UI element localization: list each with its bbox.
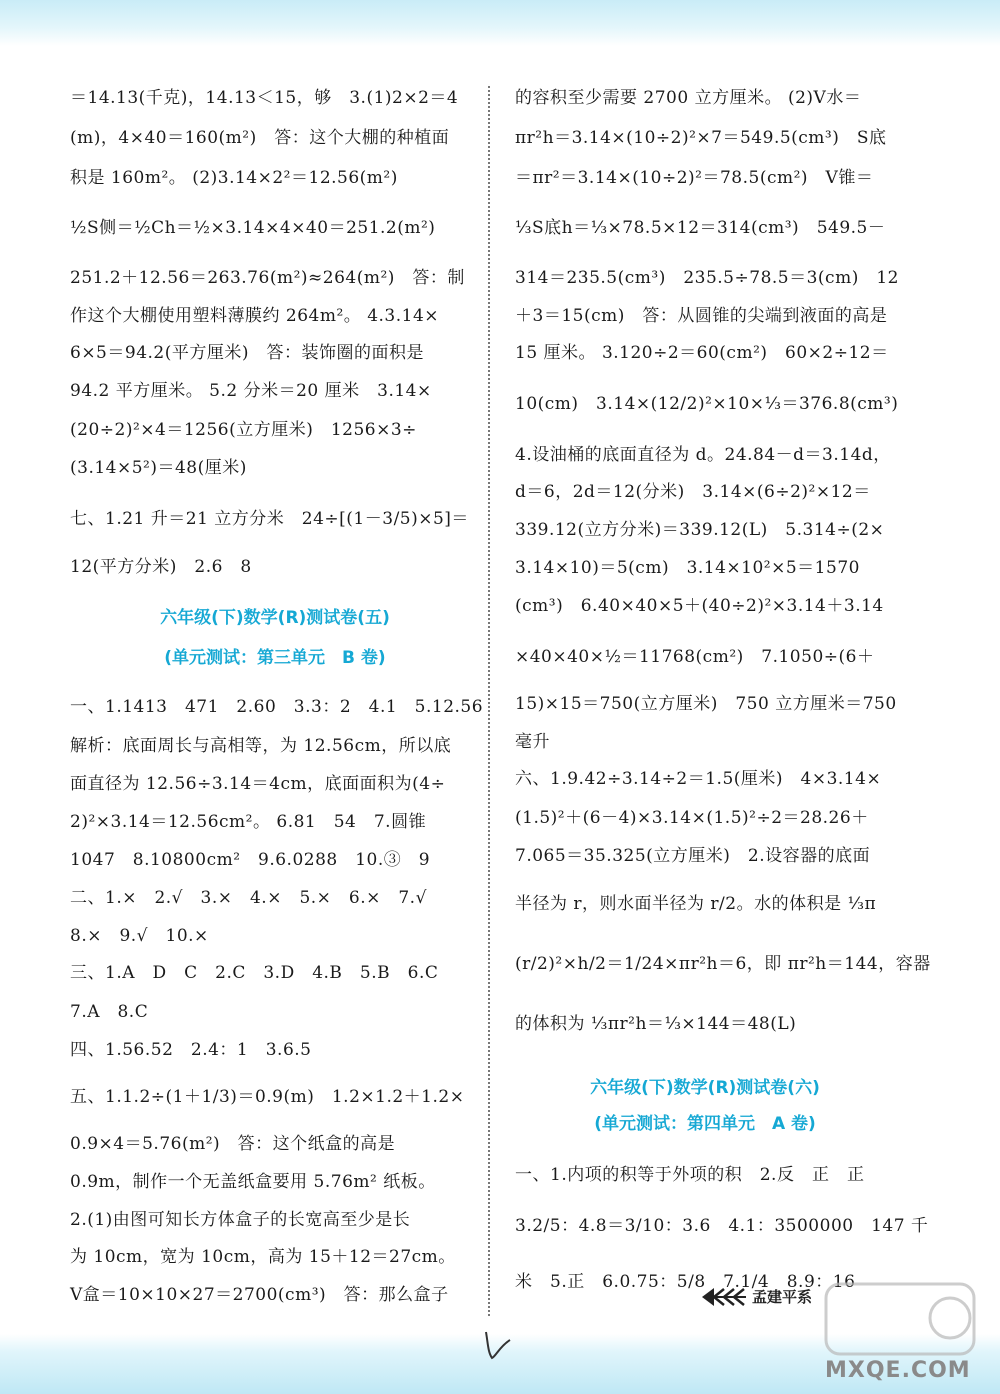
text-line: 314＝235.5(cm³) 235.5÷78.5＝3(cm) 12	[515, 268, 899, 288]
text-line: 面直径为 12.56÷3.14＝4cm，底面面积为(4÷	[70, 774, 446, 794]
section-title-test-5: 六年级(下)数学(R)测试卷(五)	[160, 608, 390, 628]
watermark-text: MXQE.COM	[825, 1358, 971, 1383]
text-line: 2.(1)由图可知长方体盒子的长宽高至少是长	[70, 1210, 411, 1230]
text-line: 3.2/5：4.8＝3/10：3.6 4.1：3500000 147 千	[515, 1216, 929, 1236]
text-line: 0.9m，制作一个无盖纸盒要用 5.76m² 纸板。	[70, 1172, 436, 1192]
section-subtitle-test-5: (单元测试：第三单元 B 卷)	[164, 648, 386, 668]
section-title-test-6: 六年级(下)数学(R)测试卷(六)	[590, 1078, 820, 1098]
text-line: 一、1.内项的积等于外项的积 2.反 正 正	[515, 1165, 865, 1185]
text-line: πr²h＝3.14×(10÷2)²×7＝549.5(cm³) S底	[515, 128, 887, 148]
text-line: 的体积为 ⅓πr²h＝⅓×144＝48(L)	[515, 1014, 797, 1034]
text-line: 15)×15＝750(立方厘米) 750 立方厘米＝750	[515, 694, 897, 714]
text-line: 8.× 9.√ 10.×	[70, 926, 209, 946]
column-divider	[488, 86, 490, 1316]
text-line: 一、1.1413 471 2.60 3.3：2 4.1 5.12.56	[70, 697, 484, 717]
text-line: 七、1.21 升＝21 立方分米 24÷[(1－3/5)×5]＝	[70, 509, 469, 529]
text-line: 0.9×4＝5.76(m²) 答：这个纸盒的高是	[70, 1134, 396, 1154]
text-line: ⅓S底h＝⅓×78.5×12＝314(cm³) 549.5－	[515, 218, 886, 238]
text-line: (3.14×5²)＝48(厘米)	[70, 458, 247, 478]
text-line: 毫升	[515, 732, 550, 752]
text-line: 为 10cm，宽为 10cm，高为 15＋12＝27cm。	[70, 1247, 456, 1267]
handwritten-mark-icon	[478, 1326, 518, 1366]
arrow-icon	[700, 1284, 748, 1310]
text-line: 2)²×3.14＝12.56cm²。 6.81 54 7.圆锥	[70, 812, 427, 832]
text-line: 15 厘米。 3.120÷2＝60(cm²) 60×2÷12＝	[515, 343, 889, 363]
text-line: 米 5.正 6.0.75：5/8 7.1/4 8.9：16	[515, 1272, 856, 1292]
text-line: 7.A 8.C	[70, 1002, 149, 1022]
text-line: 3.14×10)＝5(cm) 3.14×10²×5＝1570	[515, 558, 860, 578]
text-line: ½S侧＝½Ch＝½×3.14×4×40＝251.2(m²)	[70, 218, 436, 238]
text-line: 94.2 平方厘米。 5.2 分米＝20 厘米 3.14×	[70, 381, 432, 401]
text-line: 二、1.× 2.√ 3.× 4.× 5.× 6.× 7.√	[70, 888, 427, 908]
text-line: 1047 8.10800cm² 9.6.0288 10.③ 9	[70, 850, 431, 870]
text-line: ＋3＝15(cm) 答：从圆锥的尖端到液面的高是	[515, 306, 888, 326]
text-line: 解析：底面周长与高相等，为 12.56cm，所以底	[70, 736, 452, 756]
text-line: 积是 160m²。 (2)3.14×2²＝12.56(m²)	[70, 168, 398, 188]
text-line: ＝πr²＝3.14×(10÷2)²＝78.5(cm²) V锥＝	[515, 168, 874, 188]
text-line: d＝6，2d＝12(分米) 3.14×(6÷2)²×12＝	[515, 482, 871, 502]
text-line: 6×5＝94.2(平方厘米) 答：装饰圈的面积是	[70, 343, 424, 363]
section-subtitle-test-6: (单元测试：第四单元 A 卷)	[594, 1114, 816, 1134]
text-line: (20÷2)²×4＝1256(立方厘米) 1256×3÷	[70, 420, 417, 440]
text-line: 的容积至少需要 2700 立方厘米。 (2)V水＝	[515, 88, 862, 108]
text-line: 339.12(立方分米)＝339.12(L) 5.314÷(2×	[515, 520, 885, 540]
footer-brand: 孟建平系	[752, 1288, 813, 1306]
text-line: V盒＝10×10×27＝2700(cm³) 答：那么盒子	[70, 1285, 449, 1305]
text-line: 10(cm) 3.14×(12/2)²×10×⅓＝376.8(cm³)	[515, 394, 899, 414]
text-line: 12(平方分米) 2.6 8	[70, 557, 252, 577]
text-line: 7.065＝35.325(立方厘米) 2.设容器的底面	[515, 846, 871, 866]
text-line: 4.设油桶的底面直径为 d。24.84－d＝3.14d，	[515, 445, 891, 465]
text-line: ×40×40×½＝11768(cm²) 7.1050÷(6＋	[515, 647, 875, 667]
text-line: 五、1.1.2÷(1＋1/3)＝0.9(m) 1.2×1.2＋1.2×	[70, 1087, 465, 1107]
text-line: 作这个大棚使用塑料薄膜约 264m²。 4.3.14×	[70, 306, 440, 326]
text-line: 251.2＋12.56＝263.76(m²)≈264(m²) 答：制	[70, 268, 465, 288]
text-line: 三、1.A D C 2.C 3.D 4.B 5.B 6.C	[70, 963, 439, 983]
text-line: ＝14.13(千克)，14.13＜15，够 3.(1)2×2＝4	[70, 88, 459, 108]
text-line: (r/2)²×h/2＝1/24×πr²h＝6，即 πr²h＝144，容器	[515, 954, 931, 974]
text-line: (cm³) 6.40×40×5＋(40÷2)²×3.14＋3.14	[515, 596, 884, 616]
text-line: 六、1.9.42÷3.14÷2＝1.5(厘米) 4×3.14×	[515, 769, 882, 789]
text-line: (1.5)²＋(6－4)×3.14×(1.5)²÷2＝28.26＋	[515, 808, 869, 828]
text-line: 四、1.56.52 2.4：1 3.6.5	[70, 1040, 312, 1060]
text-line: (m)，4×40＝160(m²) 答：这个大棚的种植面	[70, 128, 450, 148]
top-decorative-band	[0, 0, 1000, 46]
text-line: 半径为 r，则水面半径为 r/2。水的体积是 ⅓π	[515, 894, 877, 914]
